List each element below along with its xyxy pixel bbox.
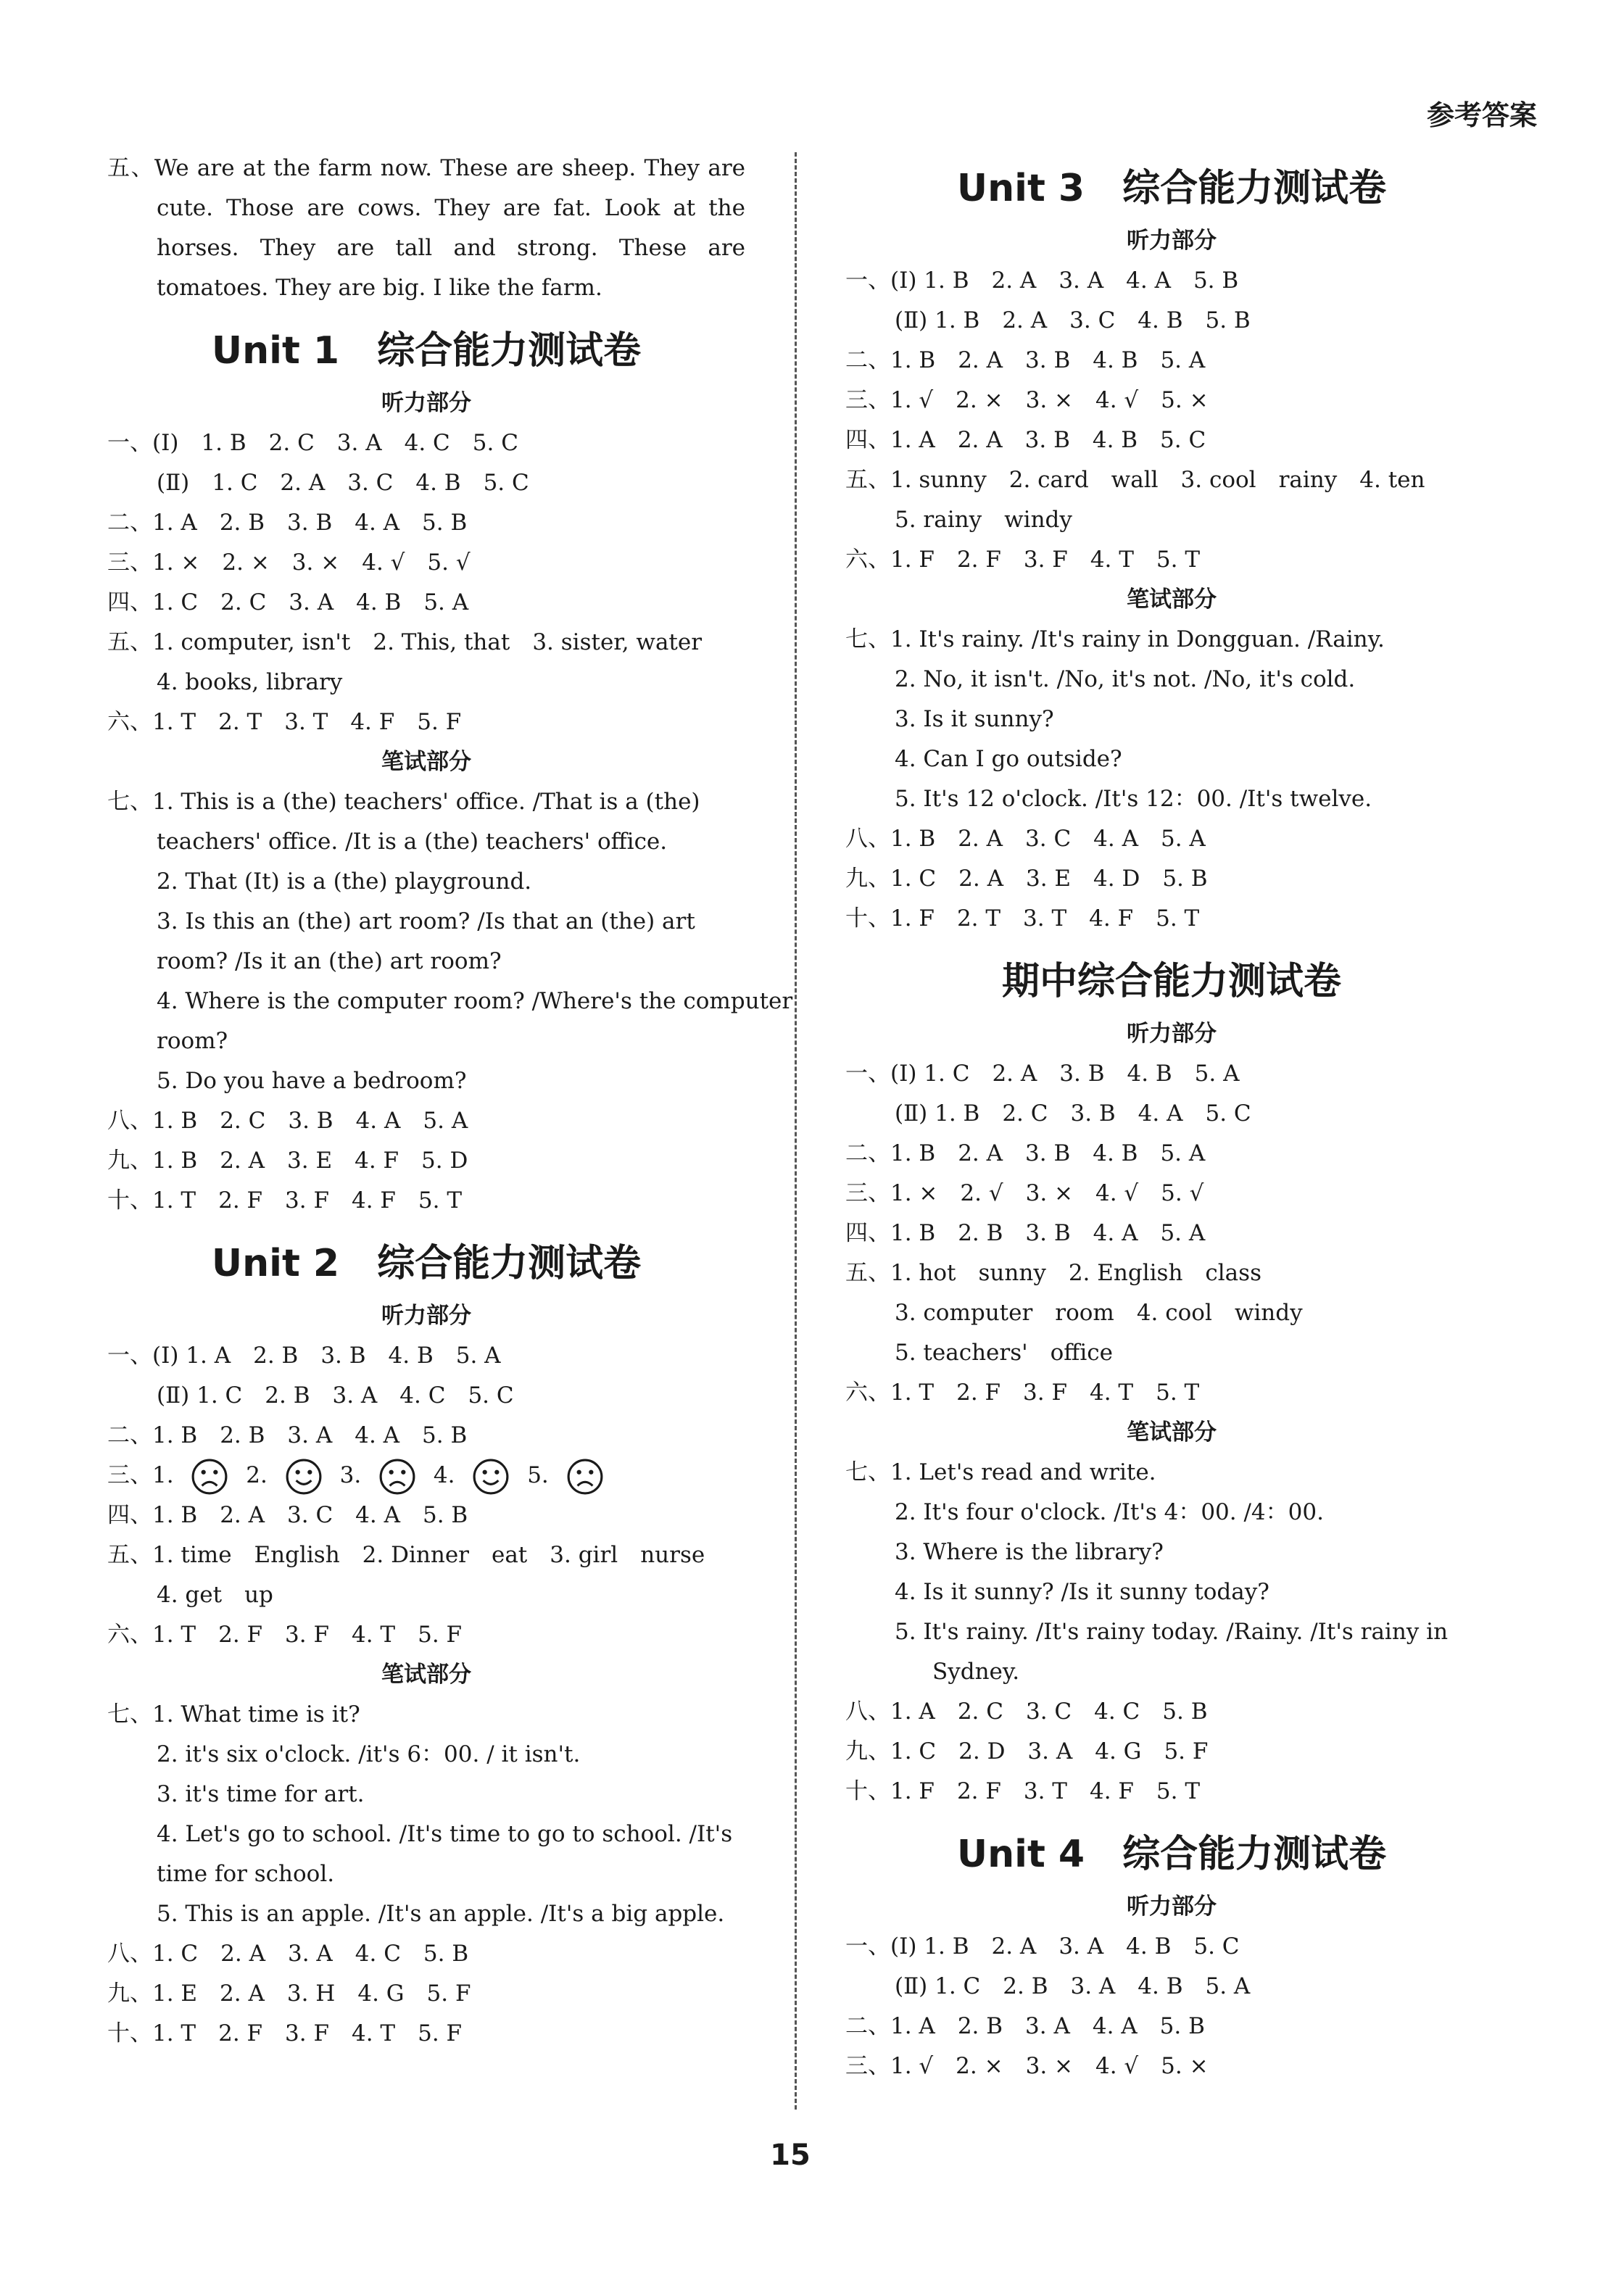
answer-line: 五、1. sunny 2. card wall 3. cool rainy 4. ten bbox=[845, 467, 1425, 493]
unit4-title: Unit 4 综合能力测试卷 bbox=[956, 1833, 1387, 1876]
answer-line: 八、1. B 2. C 3. B 4. A 5. A bbox=[107, 1108, 468, 1134]
answer-line: 3. Where is the library? bbox=[895, 1539, 1164, 1565]
answer-line: 4. Is it sunny? /Is it sunny today? bbox=[895, 1579, 1269, 1605]
faces-answer-line bbox=[107, 1456, 745, 1496]
answer-line: 5. It's 12 o'clock. /It's 12：00. /It's twelve. bbox=[895, 786, 1372, 812]
answer-line: 六、1. F 2. F 3. F 4. T 5. T bbox=[845, 547, 1201, 573]
answer-line: 三、1. √ 2. × 3. × 4. √ 5. × bbox=[845, 387, 1209, 413]
face-label: 4. bbox=[433, 1462, 455, 1488]
answer-line: 4. Can I go outside? bbox=[895, 746, 1122, 772]
answer-line: (Ⅱ) 1. B 2. A 3. C 4. B 5. B bbox=[895, 307, 1251, 333]
answer-line: 3. computer room 4. cool windy bbox=[895, 1300, 1303, 1326]
answer-line: 一、(Ⅰ) 1. C 2. A 3. B 4. B 5. A bbox=[845, 1061, 1240, 1087]
answer-line: 二、1. B 2. B 3. A 4. A 5. B bbox=[107, 1422, 468, 1448]
answer-line: 五、1. computer, isn't 2. This, that 3. sister, water bbox=[107, 629, 703, 655]
sad-face-icon bbox=[191, 1458, 228, 1496]
answer-line: 十、1. F 2. T 3. T 4. F 5. T bbox=[845, 905, 1200, 932]
farm-passage: 五、We are at the farm now. These are sheep. They are cute. Those are cows. They are fat. Look at the horses. They are tall and strong. These are tomatoes. They are big. I like the farm. bbox=[107, 155, 745, 301]
answer-line: 一、(Ⅰ) 1. B 2. A 3. A 4. B 5. C bbox=[845, 1933, 1240, 1960]
answer-line: 2. No, it isn't. /No, it's not. /No, it's cold. bbox=[895, 666, 1356, 692]
unit3-listening-heading: 听力部分 bbox=[1127, 228, 1217, 254]
unit3-title: Unit 3 综合能力测试卷 bbox=[956, 167, 1387, 210]
answer-line: Sydney. bbox=[932, 1659, 1020, 1685]
answer-line: (Ⅱ) 1. B 2. C 3. B 4. A 5. C bbox=[895, 1100, 1251, 1127]
answer-line: 二、1. A 2. B 3. B 4. A 5. B bbox=[107, 510, 468, 536]
answer-line: 3. Is it sunny? bbox=[895, 706, 1054, 732]
midterm-title: 期中综合能力测试卷 bbox=[1001, 960, 1341, 1003]
answer-line: 九、1. B 2. A 3. E 4. F 5. D bbox=[107, 1148, 468, 1174]
answer-line: 一、(Ⅰ) 1. B 2. C 3. A 4. C 5. C bbox=[107, 430, 518, 456]
answer-line: 四、1. C 2. C 3. A 4. B 5. A bbox=[107, 589, 469, 615]
face-label: 5. bbox=[527, 1462, 549, 1488]
unit3-writing-heading: 笔试部分 bbox=[1127, 586, 1217, 613]
answer-line: 十、1. T 2. F 3. F 4. F 5. T bbox=[107, 1187, 463, 1214]
answer-line: 八、1. B 2. A 3. C 4. A 5. A bbox=[845, 826, 1206, 852]
face-label: 三、1. bbox=[107, 1462, 174, 1488]
answer-line: 二、1. B 2. A 3. B 4. B 5. A bbox=[845, 347, 1206, 373]
unit1-listening-heading: 听力部分 bbox=[381, 390, 471, 416]
answer-line: 四、1. B 2. B 3. B 4. A 5. A bbox=[845, 1220, 1206, 1246]
answer-line: 4. get up bbox=[157, 1582, 273, 1608]
answer-line: 3. it's time for art. bbox=[157, 1781, 365, 1807]
answer-line: 二、1. B 2. A 3. B 4. B 5. A bbox=[845, 1140, 1206, 1166]
answer-line: 七、1. Let's read and write. bbox=[845, 1459, 1156, 1485]
answer-line: 六、1. T 2. F 3. F 4. T 5. T bbox=[845, 1380, 1200, 1406]
answer-line: teachers' office. /It is a (the) teachers' office. bbox=[157, 829, 668, 855]
answer-line: 2. That (It) is a (the) playground. bbox=[157, 868, 532, 895]
answer-line: 七、1. This is a (the) teachers' office. /That is a (the) bbox=[107, 789, 700, 815]
answer-line: 三、1. × 2. × 3. × 4. √ 5. √ bbox=[107, 550, 471, 576]
answer-line: 九、1. C 2. D 3. A 4. G 5. F bbox=[845, 1738, 1209, 1764]
answer-line: 七、1. What time is it? bbox=[107, 1701, 360, 1728]
answer-line: 八、1. A 2. C 3. C 4. C 5. B bbox=[845, 1699, 1208, 1725]
face-label: 3. bbox=[339, 1462, 362, 1488]
midterm-writing-heading: 笔试部分 bbox=[1127, 1419, 1217, 1446]
page-number: 15 bbox=[770, 2139, 811, 2172]
answer-line: (Ⅱ) 1. C 2. B 3. A 4. C 5. C bbox=[157, 1382, 514, 1409]
unit2-title: Unit 2 综合能力测试卷 bbox=[211, 1242, 642, 1285]
answer-line: time for school. bbox=[157, 1861, 335, 1887]
answer-line: 十、1. F 2. F 3. T 4. F 5. T bbox=[845, 1778, 1201, 1804]
answer-line: 一、(Ⅰ) 1. B 2. A 3. A 4. A 5. B bbox=[845, 268, 1239, 294]
unit1-writing-heading: 笔试部分 bbox=[381, 749, 471, 775]
answer-line: 七、1. It's rainy. /It's rainy in Dongguan. /Rainy. bbox=[845, 626, 1385, 652]
answer-line: 四、1. A 2. A 3. B 4. B 5. C bbox=[845, 427, 1206, 453]
column-divider bbox=[795, 152, 797, 2110]
sad-face-icon bbox=[378, 1458, 416, 1496]
happy-face-icon bbox=[285, 1458, 323, 1496]
answer-line: 八、1. C 2. A 3. A 4. C 5. B bbox=[107, 1941, 469, 1967]
answer-line: room? bbox=[157, 1028, 228, 1054]
answer-line: 2. It's four o'clock. /It's 4：00. /4：00. bbox=[895, 1499, 1324, 1525]
answer-line: 4. Let's go to school. /It's time to go to school. /It's bbox=[157, 1821, 733, 1847]
sad-face-icon bbox=[566, 1458, 604, 1496]
answer-line: 五、1. time English 2. Dinner eat 3. girl nurse bbox=[107, 1542, 705, 1568]
answer-line: 一、(Ⅰ) 1. A 2. B 3. B 4. B 5. A bbox=[107, 1343, 501, 1369]
answer-line: 九、1. C 2. A 3. E 4. D 5. B bbox=[845, 866, 1208, 892]
answer-line: (Ⅱ) 1. C 2. A 3. C 4. B 5. C bbox=[157, 470, 529, 496]
answer-line: room? /Is it an (the) art room? bbox=[157, 948, 502, 974]
answer-line: 2. it's six o'clock. /it's 6：00. / it isn't. bbox=[157, 1741, 581, 1767]
answer-line: 5. Do you have a bedroom? bbox=[157, 1068, 467, 1094]
unit4-listening-heading: 听力部分 bbox=[1127, 1894, 1217, 1920]
answer-line: 4. books, library bbox=[157, 669, 343, 695]
answer-line: 五、1. hot sunny 2. English class bbox=[845, 1260, 1262, 1286]
unit2-listening-heading: 听力部分 bbox=[381, 1303, 471, 1329]
answer-line: 3. Is this an (the) art room? /Is that an (the) art bbox=[157, 908, 695, 934]
answer-line: 九、1. E 2. A 3. H 4. G 5. F bbox=[107, 1981, 471, 2007]
answer-line: 六、1. T 2. T 3. T 4. F 5. F bbox=[107, 709, 462, 735]
midterm-listening-heading: 听力部分 bbox=[1127, 1021, 1217, 1047]
answer-line: 六、1. T 2. F 3. F 4. T 5. F bbox=[107, 1622, 463, 1648]
answer-line: 三、1. √ 2. × 3. × 4. √ 5. × bbox=[845, 2053, 1209, 2079]
answer-line: 十、1. T 2. F 3. F 4. T 5. F bbox=[107, 2020, 463, 2046]
answer-line: 5. rainy windy bbox=[895, 507, 1072, 533]
happy-face-icon bbox=[472, 1458, 510, 1496]
answer-line: 二、1. A 2. B 3. A 4. A 5. B bbox=[845, 2013, 1205, 2039]
right-column bbox=[845, 149, 1498, 2086]
answer-line: 三、1. × 2. √ 3. × 4. √ 5. √ bbox=[845, 1180, 1204, 1206]
answer-line: 5. teachers' office bbox=[895, 1340, 1113, 1366]
answer-line: (Ⅱ) 1. C 2. B 3. A 4. B 5. A bbox=[895, 1973, 1251, 1999]
face-label: 2. bbox=[246, 1462, 268, 1488]
unit2-writing-heading: 笔试部分 bbox=[381, 1662, 471, 1688]
answer-line: 5. This is an apple. /It's an apple. /It's a big apple. bbox=[157, 1901, 725, 1927]
left-column bbox=[107, 149, 793, 2054]
page-header: 参考答案 bbox=[1426, 99, 1537, 131]
unit1-title: Unit 1 综合能力测试卷 bbox=[211, 329, 642, 373]
answer-line: 4. Where is the computer room? /Where's the computer bbox=[157, 988, 793, 1014]
answer-line: 四、1. B 2. A 3. C 4. A 5. B bbox=[107, 1502, 468, 1528]
answer-line: 5. It's rainy. /It's rainy today. /Rainy. /It's rainy in bbox=[895, 1619, 1449, 1645]
